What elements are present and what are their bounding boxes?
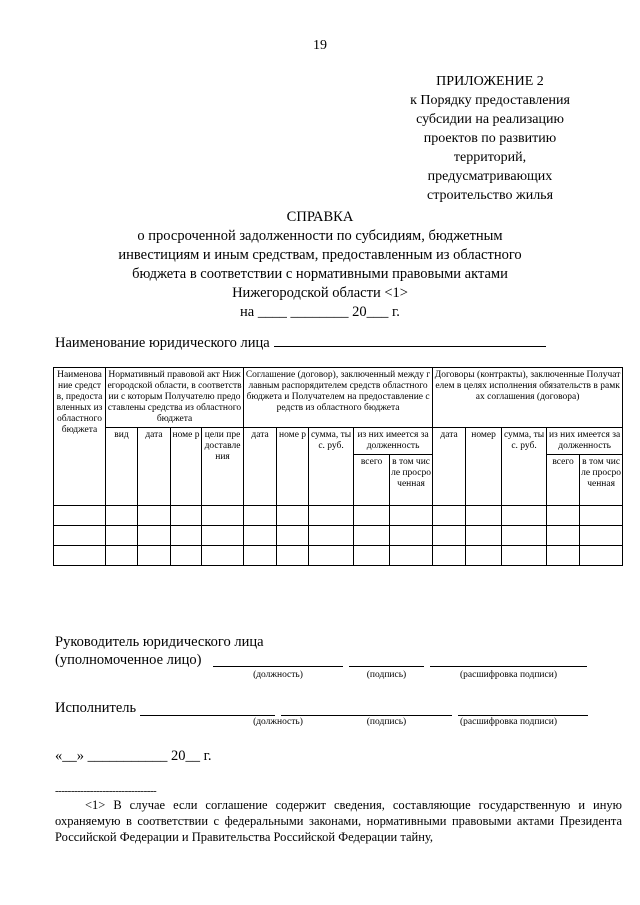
footnote-text: <1> В случае если соглашение содержит сведения, составляющие государственную и иную охраняемую в соответствии с федеральными законами, нормативными правовыми актами Президента Российской Федерации и Правительства Российской Федерации тайну,: [55, 798, 622, 844]
table-cell[interactable]: [466, 546, 502, 566]
debt-report-table: [53, 367, 623, 566]
header-contract-debt-overdue: в том числе просроченная: [580, 455, 623, 506]
table-cell[interactable]: [202, 506, 244, 526]
table-cell[interactable]: [433, 526, 466, 546]
table-cell[interactable]: [354, 506, 390, 526]
table-cell[interactable]: [309, 546, 354, 566]
table-cell[interactable]: [547, 506, 580, 526]
executor-position-blank[interactable]: [140, 715, 275, 716]
table-cell[interactable]: [202, 546, 244, 566]
appendix-line: субсидии на реализацию: [416, 112, 564, 127]
table-cell[interactable]: [138, 526, 171, 546]
header-npa-type: вид: [106, 428, 138, 506]
table-cell[interactable]: [547, 546, 580, 566]
table-cell[interactable]: [309, 506, 354, 526]
header-agreement-group: Соглашение (договор), заключенный между главным распорядителем средств областного бюджета и Получателем на предоставление средств из областного бюджета: [244, 368, 433, 428]
header-agreement-debt-total: всего: [354, 455, 390, 506]
table-cell[interactable]: [466, 506, 502, 526]
table-cell[interactable]: [244, 506, 277, 526]
executor-label: Исполнитель: [55, 700, 137, 716]
appendix-line: проектов по развитию: [423, 131, 557, 146]
header-agreement-debt: из них имеется задолженность: [354, 428, 433, 455]
title-line: бюджета в соответствии с нормативными правовыми актами: [132, 266, 508, 282]
table-cell[interactable]: [277, 546, 309, 566]
head-signature-blank[interactable]: [349, 666, 424, 667]
table-cell[interactable]: [580, 506, 623, 526]
table-cell[interactable]: [580, 546, 623, 566]
table-row: [54, 546, 623, 566]
head-position-blank[interactable]: [213, 666, 343, 667]
entity-name-label: Наименование юридического лица: [55, 335, 270, 351]
title-line: о просроченной задолженности по субсидиям, бюджетным: [137, 228, 503, 244]
table-cell[interactable]: [502, 526, 547, 546]
page-number: 19: [313, 38, 327, 53]
table-cell[interactable]: [433, 546, 466, 566]
head-decoding-blank[interactable]: [430, 666, 587, 667]
table-row: [54, 526, 623, 546]
header-npa-date: дата: [138, 428, 171, 506]
header-npa-purpose: цели предоставления: [202, 428, 244, 506]
table-cell[interactable]: [390, 506, 433, 526]
header-agreement-number: номе р: [277, 428, 309, 506]
appendix-line: строительство жилья: [426, 188, 554, 203]
date-line: «__» ___________ 20__ г.: [55, 748, 212, 764]
appendix-line: ПРИЛОЖЕНИЕ 2: [436, 74, 544, 89]
header-agreement-date: дата: [244, 428, 277, 506]
header-contract-debt: из них имеется задолженность: [547, 428, 623, 455]
appendix-header: [370, 72, 610, 205]
table-cell[interactable]: [106, 526, 138, 546]
table-cell[interactable]: [54, 506, 106, 526]
table-cell[interactable]: [309, 526, 354, 546]
header-contract-number: номер: [466, 428, 502, 506]
table-cell[interactable]: [244, 546, 277, 566]
header-npa-group: Нормативный правовой акт Нижегородской области, в соответствии с которым Получателю предоставлены средства из областного бюджета: [106, 368, 244, 428]
table-cell[interactable]: [547, 526, 580, 546]
table-cell[interactable]: [138, 546, 171, 566]
header-contract-sum: сумма, тыс. руб.: [502, 428, 547, 506]
footnote-separator: --------------------------------: [55, 785, 157, 797]
entity-name-blank[interactable]: [274, 333, 546, 347]
table-cell[interactable]: [202, 526, 244, 546]
header-agreement-debt-overdue: в том числе просроченная: [390, 455, 433, 506]
table-cell[interactable]: [277, 526, 309, 546]
title-line: инвестициям и иным средствам, предоставленным из областного: [118, 247, 522, 263]
header-contract-debt-total: всего: [547, 455, 580, 506]
header-contracts-group: Договоры (контракты), заключенные Получателем в целях исполнения обязательств в рамках соглашения (договора): [433, 368, 623, 428]
appendix-line: предусматривающих: [427, 169, 553, 184]
entity-name-row: [55, 333, 546, 352]
table-cell[interactable]: [106, 546, 138, 566]
footnote: [55, 797, 622, 845]
executor-decoding-caption: (расшифровка подписи): [460, 717, 557, 727]
table-cell[interactable]: [244, 526, 277, 546]
head-decoding-caption: (расшифровка подписи): [460, 670, 557, 680]
header-npa-number: номе р: [171, 428, 202, 506]
table-cell[interactable]: [106, 506, 138, 526]
table-cell[interactable]: [390, 526, 433, 546]
head-label-line1: Руководитель юридического лица: [55, 634, 264, 650]
header-funds-name: Наименование средств, предоставленных из областного бюджета: [54, 368, 106, 506]
header-agreement-sum: сумма, тыс. руб.: [309, 428, 354, 506]
title-date-line: на ____ ________ 20___ г.: [240, 304, 400, 320]
table-cell[interactable]: [502, 506, 547, 526]
head-label-line2: (уполномоченное лицо): [55, 652, 202, 668]
table-cell[interactable]: [54, 546, 106, 566]
table-cell[interactable]: [277, 506, 309, 526]
table-cell[interactable]: [466, 526, 502, 546]
table-cell[interactable]: [171, 546, 202, 566]
executor-decoding-blank[interactable]: [458, 715, 588, 716]
title-heading: СПРАВКА: [286, 209, 354, 225]
table-cell[interactable]: [171, 506, 202, 526]
header-contract-date: дата: [433, 428, 466, 506]
title-line: Нижегородской области <1>: [232, 285, 408, 301]
table-cell[interactable]: [354, 526, 390, 546]
table-cell[interactable]: [54, 526, 106, 546]
table-cell[interactable]: [433, 506, 466, 526]
head-position-caption: (должность): [253, 670, 303, 680]
executor-signature-caption: (подпись): [366, 717, 407, 727]
document-title: [0, 208, 640, 322]
appendix-line: к Порядку предоставления: [410, 93, 570, 108]
executor-signature-blank[interactable]: [281, 715, 452, 716]
table-cell[interactable]: [390, 546, 433, 566]
table-cell[interactable]: [171, 526, 202, 546]
table-cell[interactable]: [354, 546, 390, 566]
appendix-line: территорий,: [453, 150, 527, 165]
table-cell[interactable]: [138, 506, 171, 526]
table-row: [54, 506, 623, 526]
table-cell[interactable]: [502, 546, 547, 566]
executor-position-caption: (должность): [253, 717, 303, 727]
head-signature-caption: (подпись): [366, 670, 407, 680]
table-cell[interactable]: [580, 526, 623, 546]
